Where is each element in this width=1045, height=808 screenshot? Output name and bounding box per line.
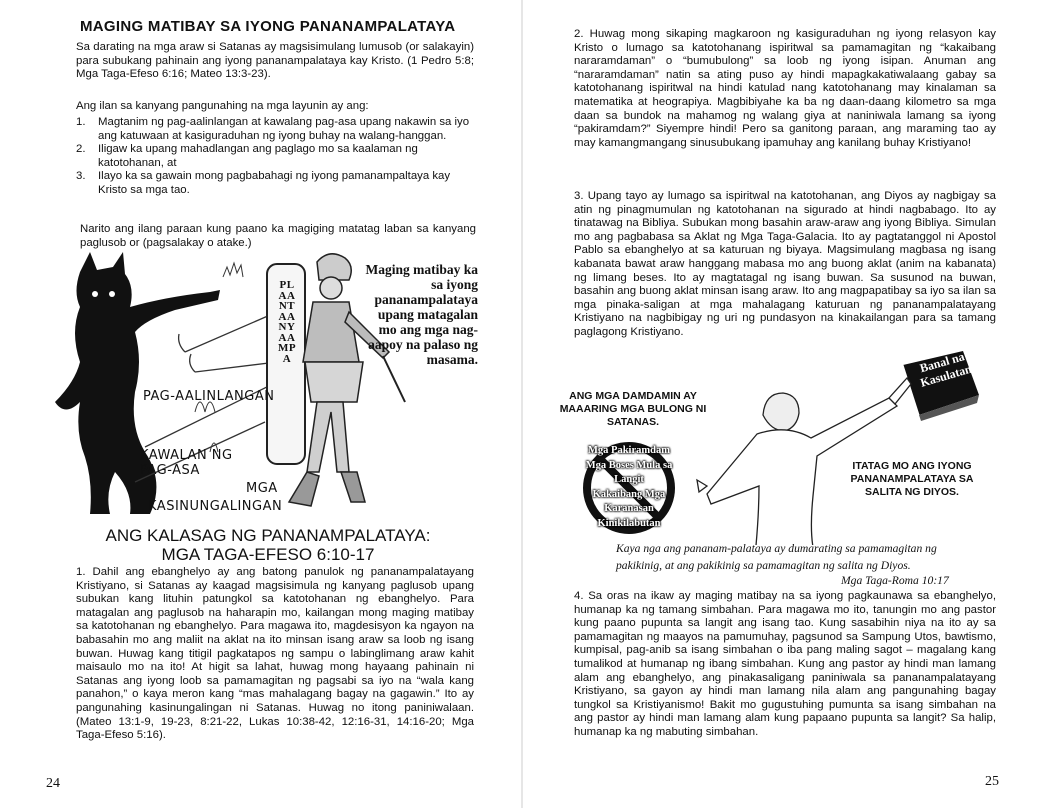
body-paragraph-2: 2. Huwag mong sikaping magkaroon ng kasiguraduhan ng iyong relasyon kay Kristo o lumago sa katotohanang ispiritwal sa pamamagitan ng “kakaibang nararamdaman” o “bumubulong” sa loob ng iyong isipan. Anuman ang “nararamdaman” natin sa ating puso ay hindi mapagkakatiwalaang gabay sa katotohanang ispiritwal na hindi katulad nang katotohanang may kinalaman sa matematika at heograpiya. Magbibiyahe ka ba ng daan-daang kilometro sa mga daan sa bundok na mahamog ng walang giya at naniniwala lamang sa iyong “pakiramdam?” Siyempre hindi! Pero sa ganitong paraan, ang maraming tao ay may kamangmangang sinusubukang ipamuhay ang kanilang buhay Kristiyano! bbox=[574, 28, 996, 149]
bible-quote: Kaya nga ang pananam-palataya ay dumarating sa pamamagitan ng pakikinig, at ang pakikinig sa pamamagitan ng salita ng Diyos. bbox=[616, 542, 937, 572]
goals-list bbox=[76, 116, 476, 198]
page-number-left: 24 bbox=[46, 776, 60, 791]
body-paragraph-1: 1. Dahil ang ebanghelyo ay ang batong panulok ng pananampalatayang Kristiyano, si Satanas ay kaagad magsisimula ng kanyang paglusob upang subukan kang lituhin patungkol sa katotohanan ng ebanghelyo. Para matagalan ang paglusob na haharapin mo, kailangan mong maging matibay sa katotohanan ng ebanghelyo. Para magawa ito, magdesisyon ka ngayon na babasahin mo ang maliit na aklat na ito minsan isang araw sa loob ng isang buwan. Huwag kang titigil pagkatapos ng sampu o labinglimang araw kahit maisaulo mo na ito! At higit sa lahat, huwag mong hayaang pahinain ni Satanas ang iyong loob sa pamamagitan ng pagsabi sa iyo na “wala kang panahon,” o kaya meron kang “mas mahalagang bagay na gagawin.” Ito ay pangunahing kasinungalingan ni Satanas. Huwag no itong paniniwalaan. (Mateo 13:1-9, 19-23, 8:21-22, Lukas 10:38-42, 12:16-31, 14:16-20; Mga Taga-Efeso 5:16). bbox=[76, 566, 474, 742]
illustration-caption: Maging matibay ka sa iyong pananampalataya upang matagalan mo ang mga nag-aapoy na palaso ng masama. bbox=[365, 262, 478, 367]
body-paragraph-3: 3. Upang tayo ay lumago sa ispiritwal na katotohanan, ang Diyos ay nagbigay sa atin ng pinagmumulan ng katotohanan na sigurado at hindi nagbabago. Ito ay tinatawag na Bibliya. Subukan mong basahin araw-araw ang iyong Bibliya. Simulan mo ang pagbabasa sa Aklat ng Mga Taga-Galacia. Ito ay pagtatanggol ni Apostol Pablo sa ebanghelyo at sa katuruan ng biyaya. Magsimulang magbasa ng isang kabanata bawat araw hanggang mabasa mo ang buong aklat (anim na kabanata) ng limang beses. Ito ay magtatagal ng isang buwan. Sa susunod na buwan, basahin ang buong aklat minsan isang araw. Ito ang magpapatibay sa iyo sa ilan sa mga pinaka-saligan at mga mahalagang katuruan ng pananampalatayang Kristiyano na nagbibigay ng uri ng pundasyon na kinakailangan para sa tamang paglagong Kristiyano. bbox=[574, 190, 996, 338]
intro-paragraph: Sa darating na mga araw si Satanas ay magsisimulang lumusob (or salakayin) para subukang pahinain ang iyong pananampalataya kay Kristo. (1 Pedro 5:8; Mga Taga-Efeso 6:16; Mateo 13:3-23). bbox=[76, 41, 474, 81]
goals-after-paragraph: Narito ang ilang paraan kung paano ka magiging matatag laban sa kanyang paglusob or (pagsalakay o atake.) bbox=[80, 223, 476, 249]
arrow-label-doubt: PAG-AALINLANGAN bbox=[143, 389, 275, 404]
shield-text: PLAANTAANYAAMPA bbox=[277, 279, 297, 365]
bible-label: Banal na Kasulatan bbox=[918, 349, 974, 390]
left-page bbox=[0, 0, 522, 808]
goals-lead: Ang ilan sa kanyang pangunahing na mga layunin ay ang: bbox=[76, 100, 369, 112]
arrow-label-hopelessness: KAWALAN NG PAG-ASA bbox=[140, 448, 233, 478]
feelings-list: Mga Pakiramdam Mga Boses Mula sa Langit Kakaibang Mga Karanasan Kinikilabutan bbox=[585, 445, 673, 529]
page-heading: MAGING MATIBAY SA IYONG PANANAMPALATAYA bbox=[80, 18, 456, 35]
section-title: ANG KALASAG NG PANANAMPALATAYA: MGA TAGA-EFESO 6:10-17 bbox=[105, 526, 431, 564]
arrow-label-lies: KASINUNGALINGAN bbox=[148, 499, 283, 514]
body-paragraph-4: 4. Sa oras na ikaw ay maging matibay na sa iyong pagkaunawa sa ebanghelyo, humanap ka ng tamang simbahan. Para magawa mo ito, tanungin mo ang pastor kung paano pupunta sa langit ang isang tao. Kung sasabihin niya na ito ay sa pamamagitan ng maayos na pamumuhay, pagsunod sa Sampung Utos, bawtismo, kumpisal, pag-anib sa isang simbahan o iba pang maling sagot – magalang kang tumalikod at humanap ng ibang simbahan. Kung ang pastor ay hindi man lamang alam ang ebanghelyo, ang pinakasaligang paniniwala sa pananampalatayang Kristiyano, sa gayon ay hindi man lamang nila alam ang pangunahing bagay tungkol sa Kristiyanismo! Bakit mo gugustuhing pumunta sa isang simbahan na ang pastor ay hindi man lamang alam kung papaano pupunta sa langit? Sa halip, humanap ka ng mabuting simbahan. bbox=[574, 590, 996, 738]
list-item: 1. Magtanim ng pag-aalinlangan at kawalang pag-asa upang nakawin sa iyo ang katuwaan at kasiguraduhan ng iyong buhay na walang-hanggan. bbox=[76, 116, 470, 142]
faith-label: ITATAG MO ANG IYONG PANANAMPALATAYA SA SALITA NG DIYOS. bbox=[850, 460, 974, 498]
right-page bbox=[523, 0, 1045, 808]
list-item: 2. Iligaw ka upang mahadlangan ang paglago mo sa kaalaman ng katotohanan, at bbox=[76, 143, 418, 169]
page-number-right: 25 bbox=[985, 774, 999, 789]
quote-reference: Mga Taga-Roma 10:17 bbox=[841, 574, 949, 587]
feelings-label: ANG MGA DAMDAMIN AY MAAARING MGA BULONG NI SATANAS. bbox=[559, 390, 707, 428]
arrow-label-mga: MGA bbox=[246, 481, 278, 496]
list-item: 3. Ilayo ka sa gawain mong pagbabahagi ng iyong pamanampaltaya kay Kristo sa mga tao. bbox=[76, 170, 451, 196]
